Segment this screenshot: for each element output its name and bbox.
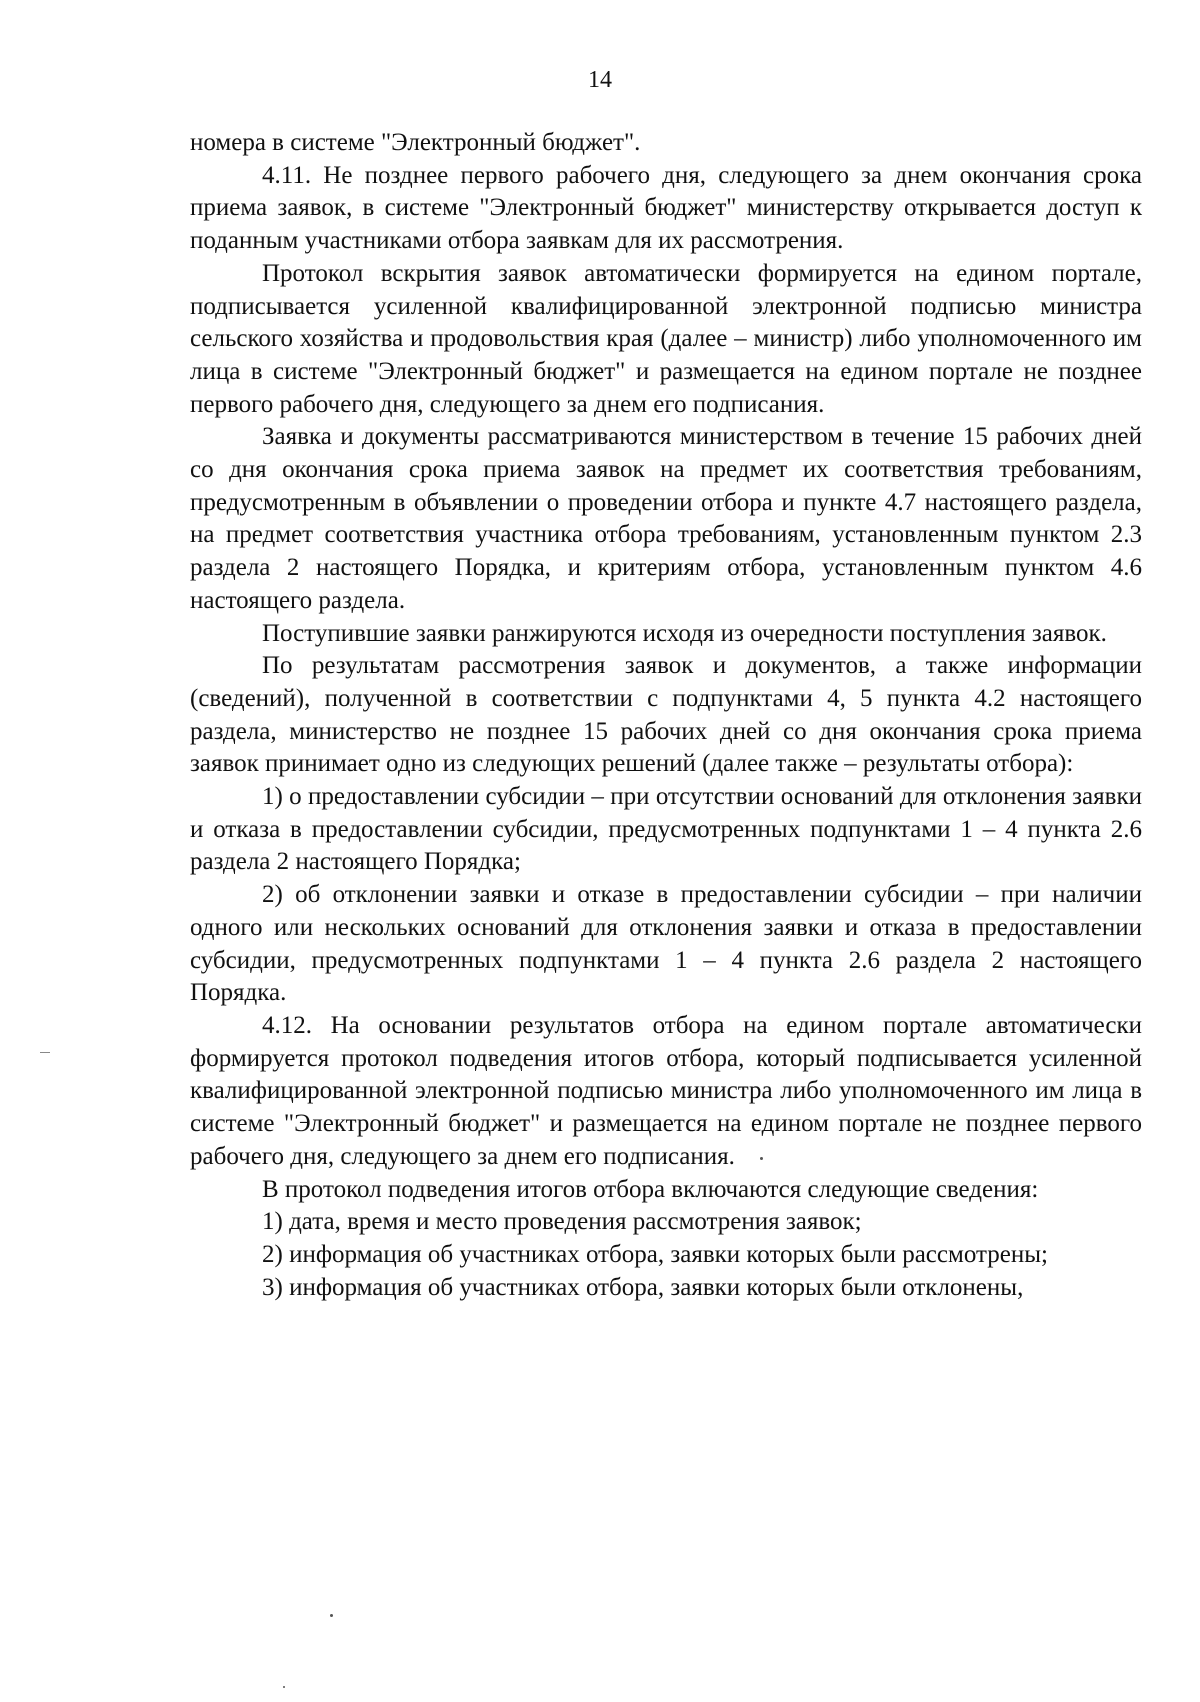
paragraph-list-item-3: 3) информация об участниках отбора, заявки которых были отклонены, — [262, 1273, 1024, 1301]
paragraph-decisions: По результатам рассмотрения заявок и документов, а также информации (сведений), полученной в соответствии с подпунктами 4, 5 пункта 4.2 настоящего раздела, министерство не позднее 15 рабочих дней со дня окончания срока приема заявок принимает одно из следующих решений (далее также – результаты отбора): — [190, 652, 1142, 778]
page-number: 14 — [588, 67, 612, 93]
scan-artifact-dot — [283, 1686, 285, 1688]
paragraph-decision-2: 2) об отклонении заявки и отказе в предоставлении субсидии – при наличии одного или нескольких оснований для отклонения заявки и отказа в предоставлении субсидии, предусмотренных подпунктами 1 – 4 пункта 2.6 раздела 2 настоящего Порядка. — [190, 881, 1142, 1007]
paragraph-list-item-2: 2) информация об участниках отбора, заявки которых были рассмотрены; — [262, 1240, 1048, 1268]
paragraph-protocol-contents: В протокол подведения итогов отбора включаются следующие сведения: — [262, 1175, 1039, 1203]
scan-artifact-mark — [40, 1052, 50, 1053]
paragraph-decision-1: 1) о предоставлении субсидии – при отсутствии оснований для отклонения заявки и отказа в предоставлении субсидии, предусмотренных подпунктами 1 – 4 пункта 2.6 раздела 2 настоящего Порядка; — [190, 783, 1142, 876]
paragraph-ranking: Поступившие заявки ранжируются исходя из очередности поступления заявок. — [262, 619, 1107, 647]
paragraph-continuation: номера в системе "Электронный бюджет". — [190, 129, 641, 156]
scan-artifact-dot — [330, 1614, 333, 1617]
paragraph-opening-protocol: Протокол вскрытия заявок автоматически формируется на едином портале, подписывается усиленной квалифицированной электронной подписью министра сельского хозяйства и продовольствия края (далее – министр) либо уполномоченного им лица в системе "Электронный бюджет" и размещается на едином портале не позднее первого рабочего дня, следующего за днем его подписания. — [190, 259, 1142, 418]
paragraph-item-4-12: 4.12. На основании результатов отбора на едином портале автоматически формируется протокол подведения итогов отбора, который подписывается усиленной квалифицированной электронной подписью министра либо уполномоченного им лица в системе "Электронный бюджет" и размещается на едином портале не позднее первого рабочего дня, следующего за днем его подписания. — [190, 1011, 1142, 1170]
paragraph-review-period: Заявка и документы рассматриваются министерством в течение 15 рабочих дней со дня окончания срока приема заявок на предмет их соответствия требованиям, предусмотренным в объявлении о проведении отбора и пункте 4.7 настоящего раздела, на предмет соответствия участника отбора требованиям, установленным пунктом 2.3 раздела 2 настоящего Порядка, и критериям отбора, установленным пунктом 4.6 настоящего раздела. — [190, 423, 1142, 614]
scan-artifact-dot — [760, 1157, 763, 1160]
paragraph-list-item-1: 1) дата, время и место проведения рассмотрения заявок; — [262, 1208, 862, 1236]
paragraph-item-4-11: 4.11. Не позднее первого рабочего дня, следующего за днем окончания срока приема заявок, в системе "Электронный бюджет" министерству открывается доступ к поданным участниками отбора заявкам для их рассмотрения. — [190, 161, 1142, 255]
document-body — [190, 127, 1142, 1304]
